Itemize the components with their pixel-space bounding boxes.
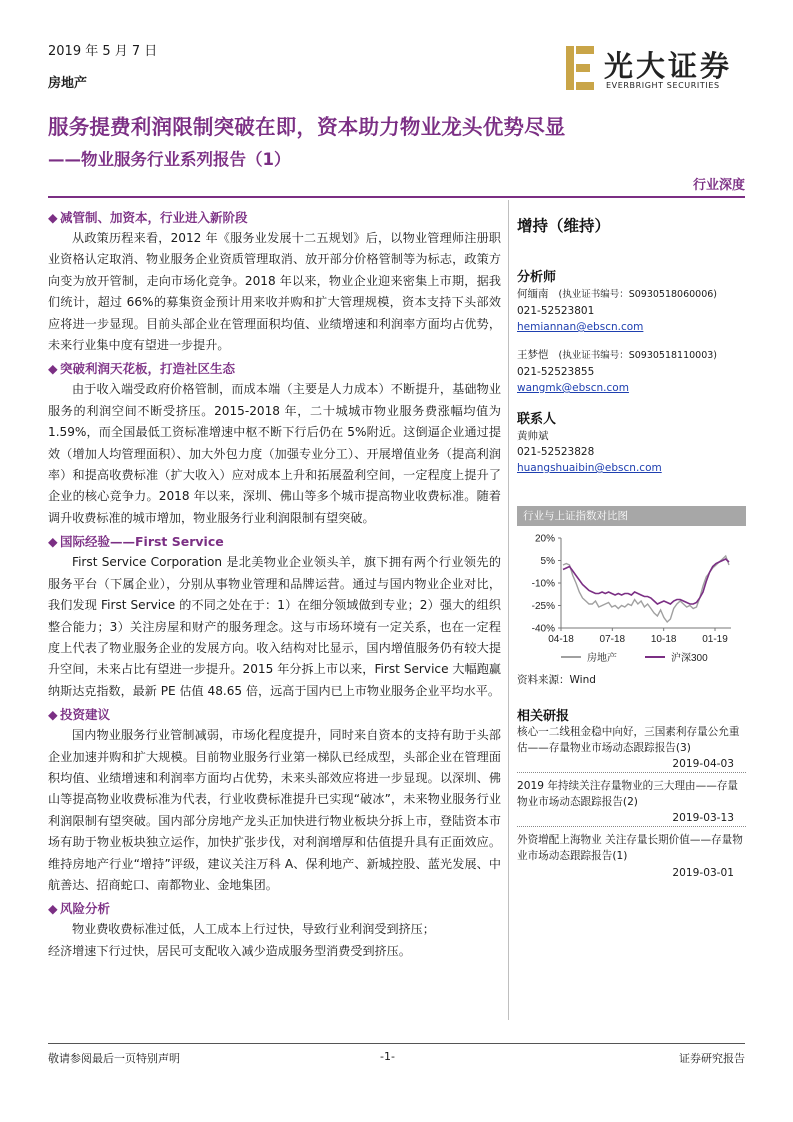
section-profit xyxy=(48,358,501,529)
logo-chinese-name: 光大证券 xyxy=(604,49,733,83)
analyst-cert: (执业证书编号：S0930518060006) xyxy=(558,289,718,300)
section-heading: ◆ 突破利润天花板，打造社区生态 xyxy=(48,358,501,379)
comparison-chart xyxy=(517,530,746,670)
contact-phone: 021-52523828 xyxy=(517,446,595,458)
rating-label: 增持（维持） xyxy=(517,217,611,235)
analyst-cert: (执业证书编号：S0930518110003) xyxy=(558,350,718,361)
analyst-card xyxy=(517,347,746,396)
analyst-card xyxy=(517,286,746,335)
footer-disclaimer: 敬请参阅最后一页特别声明 xyxy=(48,1052,180,1065)
section-paragraph: 物业费收费标准过低，人工成本上行过快，导致行业利润受到挤压； xyxy=(72,922,435,937)
report-date: 2019 年 5 月 7 日 xyxy=(48,44,158,59)
analyst-phone: 021-52523855 xyxy=(517,366,595,378)
main-content xyxy=(48,207,501,964)
report-type-label: 行业深度 xyxy=(692,178,745,193)
contact-email-link[interactable]: huangshuaibin@ebscn.com xyxy=(517,462,662,474)
sector-label: 房地产 xyxy=(48,76,88,91)
page-subtitle: ——物业服务行业系列报告（1） xyxy=(48,150,291,169)
related-report-date: 2019-03-01 xyxy=(672,866,734,879)
analyst-email-link[interactable]: hemiannan@ebscn.com xyxy=(517,321,644,333)
section-paragraph: First Service Corporation 是北美物业企业领头羊，旗下拥有两个行业领先的服务平台（下属企业），分别从事物业管理和品牌运营。通过与国内物业企业对比，我们发现 First Service 的不同之处在于：1）在细分领域做到专业；2）强大的组织整合能力；3）关注房屋和财产的服务理念。这与市场环境有一定关系，也在一定程度上代表了物业服务企业的发展方向。收入结构对比显示，国内增值服务仍有较大提升空间，未来占比有望进一步提升。2015 年分拆上市以来，First Service 大幅跑赢纳斯达克指数，最新 PE 估值 48.65 倍，远高于国内已上市物业服务企业平均水平。 xyxy=(48,555,501,698)
related-report-link[interactable]: 外资增配上海物业 关注存量长期价值——存量物业市场动态跟踪报告(1) xyxy=(517,834,743,862)
section-heading: ◆ 风险分析 xyxy=(48,898,501,919)
related-item[interactable] xyxy=(517,725,746,773)
x-tick-label: 07-18 xyxy=(599,634,626,645)
y-tick-label: -40% xyxy=(531,623,555,635)
section-heading: ◆ 国际经验——First Service xyxy=(48,531,501,552)
diamond-bullet-icon: ◆ xyxy=(48,901,58,917)
chart-title: 行业与上证指数对比图 xyxy=(517,506,746,526)
diamond-bullet-icon: ◆ xyxy=(48,707,58,723)
related-heading: 相关研报 xyxy=(517,709,570,724)
section-paragraph: 国内物业服务行业管制减弱，市场化程度提升，同时来自资本的支持有助于头部企业加速并购和扩大规模。目前物业服务行业第一梯队已经成型，头部企业在管理面积均值、业绩增速和利润率方面均占优势，未来头部效应将进一步显现。以深圳、佛山等提高物业收费标准为代表，行业收费标准提升已实现“破冰”，未来物业服务行业利润限制有望突破。国内部分房地产龙头正加快进行物业板块分拆上市，登陆资本市场有助于物业板块独立运作，加快扩张步伐，对利润增厚和估值提升具有正面效应。维持房地产行业“增持”评级，建议关注万科 A、保利地产、新城控股、蓝光发展、中航善达、招商蛇口、南都物业、金地集团。 xyxy=(48,728,501,892)
contact-card xyxy=(517,428,746,476)
y-tick-label: -10% xyxy=(531,578,555,590)
y-tick-label: 5% xyxy=(540,556,555,567)
analyst-name: 王梦恺 xyxy=(517,349,549,361)
contact-heading: 联系人 xyxy=(517,412,557,427)
footer-divider xyxy=(48,1043,745,1044)
chart-source: 资料来源：Wind xyxy=(517,674,596,686)
y-tick-label: 20% xyxy=(534,533,555,545)
diamond-bullet-icon: ◆ xyxy=(48,534,58,550)
everbright-logo-icon xyxy=(566,46,594,90)
section-heading: ◆ 减管制、加资本，行业进入新阶段 xyxy=(48,207,501,228)
section-international xyxy=(48,531,501,702)
section-heading: ◆ 投资建议 xyxy=(48,704,501,725)
related-report-date: 2019-04-03 xyxy=(517,756,746,773)
analyst-email-link[interactable]: wangmk@ebscn.com xyxy=(517,382,629,394)
x-tick-label: 01-19 xyxy=(702,634,728,645)
related-report-link[interactable]: 2019 年持续关注存量物业的三大理由——存量物业市场动态跟踪报告(2) xyxy=(517,780,739,808)
header-divider xyxy=(48,196,745,198)
footer-report-label: 证券研究报告 xyxy=(679,1052,745,1065)
diamond-bullet-icon: ◆ xyxy=(48,361,58,377)
section-investment xyxy=(48,704,501,896)
page-title: 服务提费利润限制突破在即，资本助力物业龙头优势尽显 xyxy=(48,115,566,139)
section-policy xyxy=(48,207,501,356)
legend-label: 沪深300 xyxy=(671,653,708,664)
analyst-name: 何缅南 xyxy=(517,288,549,300)
x-tick-label: 04-18 xyxy=(548,634,574,645)
analyst-phone: 021-52523801 xyxy=(517,305,595,317)
logo-english-name: EVERBRIGHT SECURITIES xyxy=(606,81,720,90)
related-item[interactable] xyxy=(517,779,746,827)
x-tick-label: 10-18 xyxy=(650,634,677,645)
related-report-link[interactable]: 核心一二线租金稳中向好，三国素利存量公允重估——存量物业市场动态跟踪报告(3) xyxy=(517,726,740,754)
diamond-bullet-icon: ◆ xyxy=(48,210,58,225)
related-report-date: 2019-03-13 xyxy=(517,810,746,827)
y-tick-label: -25% xyxy=(531,601,555,612)
page-number: -1- xyxy=(380,1050,395,1063)
column-divider xyxy=(508,200,509,1020)
company-logo xyxy=(566,40,746,100)
analysts-heading: 分析师 xyxy=(517,270,557,285)
legend-label: 房地产 xyxy=(587,653,617,664)
contact-name: 黄帅斌 xyxy=(517,430,549,442)
section-paragraph: 由于收入端受政府价格管制，而成本端（主要是人力成本）不断提升，基础物业服务的利润空间不断受挤压。2015-2018 年，二十城城市物业服务费涨幅均值为 1.59%，而全国最低工资标准增速中枢不断下行后仍在 5%附近。这倒逼企业通过提效（增加人均管理面积）、加大外包力度（加强专业分工）、开展增值业务（提高利润率）和提高收费标准（扩大收入）应对成本上升和拓展盈利空间，一定程度上提升了企业的核心竞争力。2018 年以来，深圳、佛山等多个城市提高物业收费标准。随着调升收费标准的城市增加，物业服务行业利润限制有望突破。 xyxy=(48,382,501,525)
related-item[interactable] xyxy=(517,833,746,880)
section-paragraph: 经济增速下行过快，居民可支配收入减少造成服务型消费受到挤压。 xyxy=(48,943,411,958)
section-paragraph: 从政策历程来看，2012 年《服务业发展十二五规划》后，以物业管理师注册职业资格认定取消、物业服务企业资质管理取消、放开部分价格管制等为标志，政策方向变为放开管制，走向市场化竞争。2018 年以来，物业企业迎来密集上市期，据我们统计，超过 66%的募集资金预计用来收并购和扩大管理规模，资本支持下头部效应将进一步显现。目前头部企业在管理面积均值、业绩增速和利润率方面均占优势，未来行业集中度有望进一步提升。 xyxy=(48,231,501,353)
section-risk xyxy=(48,898,501,962)
sidebar xyxy=(517,207,746,887)
